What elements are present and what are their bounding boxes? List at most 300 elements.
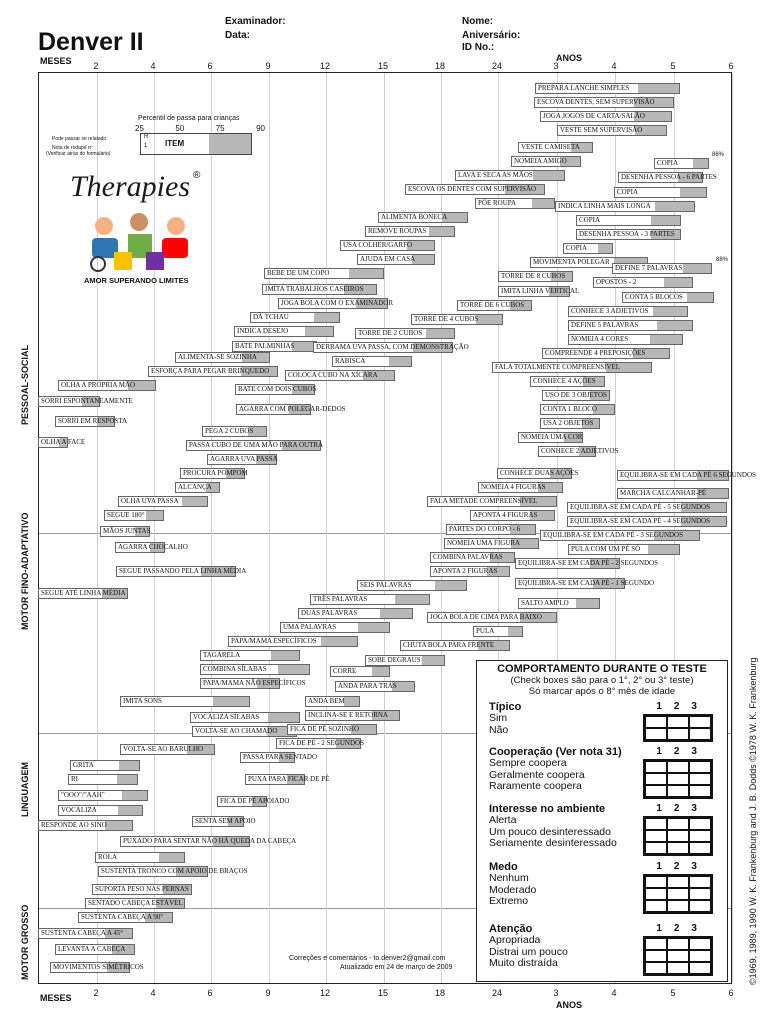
milestone-item bbox=[557, 125, 667, 136]
milestone-label: COMBINA PALAVRAS bbox=[433, 553, 503, 561]
milestone-item bbox=[518, 142, 593, 153]
behavior-test-columns: 123 bbox=[656, 701, 709, 712]
behavior-checkbox[interactable] bbox=[645, 842, 667, 854]
milestone-item bbox=[58, 380, 156, 391]
milestone-shade bbox=[422, 656, 444, 665]
milestone-shade bbox=[576, 599, 599, 608]
milestone-label: SENTA SEM APOIO bbox=[195, 817, 256, 825]
milestone-item bbox=[365, 226, 455, 237]
milestone-item bbox=[511, 156, 581, 167]
behavior-checkbox[interactable] bbox=[667, 716, 689, 728]
behavior-checkbox[interactable] bbox=[667, 950, 689, 962]
behavior-checkbox[interactable] bbox=[645, 785, 667, 797]
milestone-label: TORRE DE 6 CUBOS bbox=[460, 301, 525, 309]
behavior-note-2: Só marcar após o 8° mês de idade bbox=[528, 686, 676, 697]
milestone-item bbox=[120, 696, 250, 707]
milestone-item bbox=[313, 342, 469, 353]
milestone-shade bbox=[680, 188, 706, 197]
milestone-item bbox=[518, 598, 600, 609]
milestone-item bbox=[473, 626, 523, 637]
milestone-label: VOLTA-SE AO BARULHO bbox=[123, 745, 204, 753]
milestone-item bbox=[276, 738, 364, 749]
milestone-shade bbox=[476, 315, 502, 324]
milestone-label: JOGA JOGOS DE CARTA/SALÃO bbox=[543, 112, 645, 120]
behavior-checkbox[interactable] bbox=[689, 900, 711, 912]
months-label-top: MESES bbox=[40, 56, 72, 66]
milestone-label: PROCURA POMPOM bbox=[183, 469, 248, 477]
milestone-label: PREPARA LANCHE SIMPLES bbox=[538, 84, 630, 92]
age-gridline bbox=[384, 73, 385, 983]
milestone-item bbox=[235, 384, 315, 395]
milestone-item bbox=[38, 396, 133, 407]
milestone-item bbox=[104, 510, 164, 521]
milestone-item bbox=[287, 724, 377, 735]
milestone-item bbox=[622, 292, 714, 303]
section-gross-motor: MOTOR GROSSO bbox=[20, 904, 30, 980]
milestone-label: USA 2 OBJETOS bbox=[543, 419, 594, 427]
milestone-item bbox=[593, 277, 693, 288]
milestone-item bbox=[332, 356, 412, 367]
milestone-shade bbox=[653, 307, 687, 316]
behavior-checkbox[interactable] bbox=[667, 773, 689, 785]
copyright-text: ©1969, 1989, 1990 W. K. Frankenburg and J. B. Dodds ©1978 W. K. Frankenburg bbox=[748, 657, 758, 985]
milestone-item bbox=[567, 516, 727, 527]
legend-p50: 50 bbox=[175, 124, 185, 133]
milestone-label: COMBINA SÍLABAS bbox=[203, 665, 267, 673]
milestone-label: MOVIMENTA POLEGAR bbox=[533, 258, 610, 266]
milestone-label: VOCALIZA SÍLABAS bbox=[193, 713, 260, 721]
milestone-item bbox=[617, 488, 729, 499]
milestone-label: SUSTENTA CABEÇA A 45° bbox=[41, 929, 124, 937]
behavior-checkbox-grid bbox=[643, 874, 713, 914]
milestone-label: AJUDA EM CASA bbox=[360, 255, 416, 263]
milestone-label: PASSA PARA SENTADO bbox=[243, 753, 318, 761]
age-tick: 5 bbox=[670, 988, 676, 998]
milestone-label: CONTA 1 BLOCO bbox=[543, 405, 597, 413]
milestone-label: REMOVE ROUPAS bbox=[368, 227, 427, 235]
age-tick: 12 bbox=[319, 988, 331, 998]
milestone-item bbox=[234, 326, 334, 337]
milestone-shade bbox=[372, 667, 389, 676]
milestone-label: COLOCA CUBO NA XÍCARA bbox=[288, 371, 378, 379]
milestone-label: CHUTA BOLA PARA FRENTE bbox=[403, 641, 495, 649]
age-tick: 15 bbox=[377, 988, 389, 998]
milestone-item bbox=[38, 588, 128, 599]
milestone-item bbox=[202, 426, 267, 437]
behavior-note-1: (Check boxes são para o 1°, 2° ou 3° teste) bbox=[510, 675, 694, 686]
milestone-item bbox=[50, 962, 144, 973]
milestone-shade bbox=[146, 511, 163, 520]
milestone-label: GRITA bbox=[73, 761, 94, 769]
behavior-checkbox[interactable] bbox=[667, 761, 689, 773]
milestone-shade bbox=[268, 713, 299, 722]
date-label: Data: bbox=[225, 30, 251, 41]
behavior-checkbox[interactable] bbox=[667, 938, 689, 950]
milestone-item bbox=[310, 594, 430, 605]
milestone-item bbox=[192, 726, 297, 737]
behavior-option: Raramente coopera bbox=[489, 780, 582, 792]
milestone-label: DUAS PALAVRAS bbox=[301, 609, 358, 617]
milestone-label: BATE PALMINHAS bbox=[235, 342, 295, 350]
milestone-shade bbox=[687, 293, 713, 302]
milestone-label: NOMEIA UMA FIGURA bbox=[447, 539, 521, 547]
milestone-label: VESTE SEM SUPERVISÃO bbox=[560, 126, 643, 134]
milestone-item bbox=[250, 312, 340, 323]
behavior-checkbox[interactable] bbox=[645, 818, 667, 830]
behavior-checkbox[interactable] bbox=[667, 962, 689, 974]
milestone-label: APONTA 4 FIGURAS bbox=[473, 511, 538, 519]
footer-comments: Correções e comentários - to.denver2@gmail.com bbox=[289, 955, 446, 962]
behavior-checkbox[interactable] bbox=[667, 900, 689, 912]
milestone-label: SEIS PALAVRAS bbox=[360, 581, 412, 589]
behavior-checkbox[interactable] bbox=[667, 818, 689, 830]
behavior-checkbox[interactable] bbox=[645, 830, 667, 842]
milestone-label: COPIA bbox=[579, 216, 601, 224]
milestone-label: OLHA UVA PASSA bbox=[121, 497, 179, 505]
behavior-option: Moderado bbox=[489, 883, 537, 896]
behavior-checkbox[interactable] bbox=[689, 888, 711, 900]
milestone-item bbox=[192, 816, 256, 827]
milestone-label: SUSTENTA CABEÇA A 90° bbox=[81, 913, 164, 921]
milestone-label: MOVIMENTOS SIMÉTRICOS bbox=[53, 963, 144, 971]
milestone-item bbox=[535, 83, 680, 94]
legend-one: 1 bbox=[144, 143, 148, 149]
logo-children-illustration bbox=[84, 210, 194, 272]
milestone-item bbox=[180, 468, 248, 479]
behavior-checkbox[interactable] bbox=[667, 876, 689, 888]
behavior-checkbox[interactable] bbox=[689, 938, 711, 950]
milestone-label: OLHA A PRÓPRIA MÃO bbox=[61, 381, 136, 389]
milestone-label: IMITA TRABALHOS CASEIROS bbox=[265, 285, 364, 293]
milestone-label: CONHECE DUAS AÇÕES bbox=[500, 469, 579, 477]
milestone-label: DEFINE 5 PALAVRAS bbox=[571, 321, 639, 329]
milestone-shade bbox=[213, 697, 249, 706]
behavior-option: Apropriada bbox=[489, 934, 541, 946]
milestone-label: RABISCA bbox=[335, 357, 366, 365]
milestone-item bbox=[576, 229, 681, 240]
milestone-label: SENTADO CABEÇA ESTÁVEL bbox=[88, 899, 183, 907]
behavior-checkbox[interactable] bbox=[667, 728, 689, 740]
age-tick: 24 bbox=[491, 61, 503, 71]
behavior-category bbox=[489, 746, 725, 793]
behavior-option: Não bbox=[489, 723, 509, 736]
milestone-shade bbox=[344, 697, 359, 706]
milestone-label: ALIMENTA BONECA bbox=[381, 213, 448, 221]
milestone-item bbox=[654, 158, 709, 169]
behavior-checkbox[interactable] bbox=[645, 950, 667, 962]
milestone-item bbox=[340, 240, 435, 251]
milestone-label: ANDA PARA TRÁS bbox=[338, 682, 397, 690]
milestone-shade bbox=[532, 199, 554, 208]
milestone-item bbox=[538, 446, 619, 457]
milestone-label: INDICA LINHA MAIS LONGA bbox=[558, 202, 651, 210]
behavior-checkbox[interactable] bbox=[667, 830, 689, 842]
behavior-checkbox[interactable] bbox=[689, 818, 711, 830]
milestone-label: FALA METADE COMPREENSÍVEL bbox=[430, 497, 538, 505]
milestone-label: PULA COM UM PÉ SÓ bbox=[571, 545, 641, 553]
behavior-option: Distrai um pouco bbox=[489, 945, 568, 958]
milestone-shade bbox=[650, 335, 682, 344]
milestone-item bbox=[427, 496, 557, 507]
milestone-label: AGARRA UVA PASSA bbox=[210, 455, 278, 463]
milestone-label: COPIA bbox=[657, 159, 679, 167]
milestone-label: DESENHA PESSOA - 3 PARTES bbox=[579, 230, 675, 238]
behavior-option: Extremo bbox=[489, 895, 529, 907]
milestone-shade bbox=[426, 329, 454, 338]
milestone-item bbox=[200, 664, 310, 675]
milestone-label: OLHA A FACE bbox=[41, 438, 86, 446]
behavior-checkbox[interactable] bbox=[689, 716, 711, 728]
milestone-item bbox=[148, 366, 278, 377]
milestone-item bbox=[518, 432, 583, 443]
age-tick: 4 bbox=[150, 988, 156, 998]
behavior-title: COMPORTAMENTO DURANTE O TESTE bbox=[497, 663, 707, 675]
milestone-label: CORRE bbox=[333, 667, 357, 675]
milestone-item bbox=[446, 524, 536, 535]
milestone-item bbox=[357, 254, 435, 265]
milestone-label: EQUILIBRA-SE EM CADA PÉ - 2 SEGUNDOS bbox=[518, 559, 659, 567]
behavior-checkbox[interactable] bbox=[689, 785, 711, 797]
age-tick: 5 bbox=[670, 61, 676, 71]
milestone-label: EQUILIBRA-SE EM CADA PÉ - 5 SEGUNDOS bbox=[570, 503, 711, 511]
behavior-checkbox[interactable] bbox=[689, 773, 711, 785]
milestone-shade bbox=[122, 791, 147, 800]
milestone-item bbox=[85, 898, 185, 909]
behavior-checkbox[interactable] bbox=[645, 962, 667, 974]
legend-note-3: (Verificar atrás do formulário) bbox=[46, 151, 111, 157]
milestone-label: CONHECE 4 AÇÕES bbox=[533, 377, 596, 385]
milestone-item bbox=[236, 404, 346, 415]
milestone-shade bbox=[380, 609, 412, 618]
milestone-label: TRÊS PALAVRAS bbox=[313, 595, 368, 603]
age-tick: 6 bbox=[207, 988, 213, 998]
form-title: Denver II bbox=[38, 28, 144, 56]
age-tick: 9 bbox=[265, 61, 271, 71]
legend-percentiles bbox=[135, 124, 265, 133]
milestone-label: "OOO"/"AAH" bbox=[61, 791, 105, 799]
milestone-item bbox=[444, 538, 539, 549]
milestone-item bbox=[542, 348, 670, 359]
behavior-checkbox[interactable] bbox=[689, 761, 711, 773]
milestone-label: USO DE 3 OBJETOS bbox=[545, 391, 607, 399]
milestone-item bbox=[58, 790, 148, 801]
milestone-label: ALCANÇA bbox=[178, 483, 212, 491]
legend-p75: 75 bbox=[215, 124, 225, 133]
milestone-label: LAVA E SECA AS MÃOS bbox=[458, 171, 533, 179]
behavior-test-columns: 123 bbox=[656, 803, 709, 814]
milestone-item bbox=[455, 170, 565, 181]
age-tick: 18 bbox=[434, 61, 446, 71]
milestone-item bbox=[264, 268, 384, 279]
milestone-label: PEGA 2 CUBOS bbox=[205, 427, 254, 435]
behavior-checkbox[interactable] bbox=[645, 900, 667, 912]
behavior-checkbox[interactable] bbox=[645, 716, 667, 728]
section-fine-motor: MOTOR FINO-ADAPTATIVO bbox=[20, 512, 30, 630]
milestone-shade bbox=[105, 821, 132, 830]
milestone-label: FALA TOTALMENTE COMPREENSÍVEL bbox=[495, 363, 621, 371]
milestone-shade bbox=[657, 321, 692, 330]
milestone-shade bbox=[533, 171, 564, 180]
milestone-item bbox=[190, 712, 300, 723]
milestone-label: SEGUE PASSANDO PELA LINHA MÉDIA bbox=[119, 567, 247, 575]
legend-title: Percentil de passa para crianças bbox=[138, 115, 240, 122]
milestone-label: PAPA/MAMA NÃO ESPECÍFICOS bbox=[203, 679, 306, 687]
milestone-label: SORRI ESPONTANEAMENTE bbox=[41, 397, 133, 405]
milestone-shade bbox=[117, 775, 137, 784]
milestone-item bbox=[498, 271, 573, 282]
behavior-checkbox[interactable] bbox=[689, 950, 711, 962]
behavior-checkbox[interactable] bbox=[667, 888, 689, 900]
milestone-label: TAGARELA bbox=[203, 651, 241, 659]
milestone-item bbox=[118, 496, 208, 507]
milestone-shade bbox=[412, 255, 434, 264]
milestone-label: RI bbox=[71, 775, 78, 783]
legend-p90: 90 bbox=[256, 124, 265, 133]
milestone-item bbox=[115, 542, 188, 553]
behavior-checkbox[interactable] bbox=[689, 728, 711, 740]
behavior-test-columns: 123 bbox=[656, 746, 709, 757]
milestone-label: VOCALIZA bbox=[61, 806, 97, 814]
behavior-checkbox[interactable] bbox=[645, 773, 667, 785]
legend-note-2: Nota de rodapé nº bbox=[52, 145, 93, 151]
pct-88: 88% bbox=[716, 257, 729, 263]
milestone-label: DÁ TCHAU bbox=[253, 313, 289, 321]
milestone-label: ROLA bbox=[98, 853, 118, 861]
milestone-item bbox=[530, 376, 605, 387]
therapies-logo bbox=[70, 170, 220, 290]
behavior-test-columns: 123 bbox=[656, 861, 709, 872]
milestone-shade bbox=[305, 327, 333, 336]
footer-updated: Atualizado em 24 de março de 2009 bbox=[340, 964, 453, 971]
test-behavior-panel bbox=[476, 660, 728, 982]
legend-shade bbox=[209, 134, 251, 154]
milestone-label: BEBE DE UM COPO bbox=[267, 269, 330, 277]
milestone-label: SORRI EM RESPOSTA bbox=[58, 417, 128, 425]
behavior-checkbox[interactable] bbox=[689, 962, 711, 974]
milestone-item bbox=[430, 552, 515, 563]
logo-tagline: AMOR SUPERANDO LIMITES bbox=[84, 276, 189, 285]
age-tick: 18 bbox=[434, 988, 446, 998]
name-label: Nome: bbox=[462, 16, 494, 27]
milestone-label: SUPORTA PESO NAS PERNAS bbox=[95, 885, 189, 893]
milestone-item bbox=[612, 263, 712, 274]
section-language: LINGUAGEM bbox=[20, 762, 30, 817]
behavior-checkbox[interactable] bbox=[667, 785, 689, 797]
milestone-shade bbox=[435, 581, 466, 590]
milestone-item bbox=[298, 608, 413, 619]
age-tick: 4 bbox=[150, 61, 156, 71]
behavior-checkbox-grid bbox=[643, 936, 713, 976]
milestone-label: PAPA/MAMA ESPECÍFICOS bbox=[231, 637, 317, 645]
milestone-item bbox=[70, 760, 140, 771]
behavior-checkbox[interactable] bbox=[689, 842, 711, 854]
years-label-top: ANOS bbox=[556, 53, 583, 63]
milestone-label: LEVANTA A CABEÇA bbox=[58, 945, 126, 953]
milestone-label: JOGA BOLA COM O EXAMINADOR bbox=[281, 299, 394, 307]
milestone-item bbox=[92, 884, 192, 895]
milestone-label: NOMEIA AMIGO bbox=[514, 157, 567, 165]
milestone-label: DEFINE 7 PALAVRAS bbox=[615, 264, 683, 272]
milestone-label: EQUILIBRA-SE EM CADA PÉ - 3 SEGUNDOS bbox=[543, 531, 684, 539]
milestone-item bbox=[457, 300, 532, 311]
milestone-item bbox=[278, 298, 394, 309]
milestone-item bbox=[78, 912, 173, 923]
milestone-label: FICA DE PÉ APOIADO bbox=[220, 797, 290, 805]
behavior-checkbox[interactable] bbox=[667, 842, 689, 854]
milestone-label: MÃOS JUNTAS bbox=[103, 527, 151, 535]
milestone-label: UMA PALAVRAS bbox=[283, 623, 337, 631]
milestone-item bbox=[614, 187, 707, 198]
legend-r: R bbox=[144, 134, 149, 140]
legend-item: ITEM bbox=[165, 139, 185, 148]
behavior-checkbox-grid bbox=[643, 816, 713, 856]
milestone-item bbox=[232, 341, 317, 352]
milestone-label: COPIA bbox=[566, 244, 588, 252]
milestone-item bbox=[478, 482, 563, 493]
milestone-label: ANDA BEM bbox=[308, 697, 345, 705]
milestone-item bbox=[305, 696, 360, 707]
milestone-label: BATE COM DOIS CUBOS bbox=[238, 385, 317, 393]
milestone-item bbox=[475, 198, 555, 209]
behavior-category-name: Típico bbox=[489, 701, 522, 713]
milestone-item bbox=[335, 681, 415, 692]
milestone-label: SALTO AMPLO bbox=[521, 599, 569, 607]
section-personal-social: PESSOAL-SOCIAL bbox=[20, 344, 30, 425]
behavior-checkbox[interactable] bbox=[645, 728, 667, 740]
milestone-item bbox=[95, 852, 185, 863]
milestone-item bbox=[100, 526, 150, 537]
milestone-shade bbox=[693, 159, 708, 168]
years-label-bottom: ANOS bbox=[556, 1000, 583, 1010]
milestone-shade bbox=[651, 216, 680, 225]
behavior-checkbox[interactable] bbox=[689, 830, 711, 842]
milestone-item bbox=[207, 454, 277, 465]
milestone-item bbox=[38, 928, 133, 939]
milestone-shade bbox=[271, 651, 299, 660]
milestone-label: ALIMENTA-SE SOZINHA bbox=[178, 353, 257, 361]
milestone-item bbox=[498, 286, 580, 297]
behavior-category-name: Interesse no ambiente bbox=[489, 803, 606, 815]
milestone-item bbox=[400, 640, 510, 651]
age-tick: 4 bbox=[611, 61, 617, 71]
age-tick: 15 bbox=[377, 61, 389, 71]
age-tick: 3 bbox=[553, 61, 559, 71]
milestone-shade bbox=[321, 637, 357, 646]
milestone-item bbox=[285, 370, 395, 381]
milestone-label: OPOSTOS - 2 bbox=[596, 278, 637, 286]
behavior-checkbox[interactable] bbox=[645, 888, 667, 900]
behavior-checkbox[interactable] bbox=[645, 876, 667, 888]
milestone-label: ESCOVA DENTES, SEM SUPERVISÃO bbox=[537, 98, 655, 106]
behavior-checkbox[interactable] bbox=[645, 761, 667, 773]
milestone-item bbox=[515, 578, 655, 589]
milestone-label: DERRAMA UVA PASSA, COM DEMONSTRAÇÃO bbox=[316, 343, 469, 351]
behavior-option: Muito distraída bbox=[489, 957, 558, 969]
milestone-item bbox=[365, 655, 445, 666]
milestone-label: ESCOVA OS DENTES COM SUPERVISÃO bbox=[408, 185, 537, 193]
age-tick: 24 bbox=[491, 988, 503, 998]
behavior-category bbox=[489, 923, 725, 970]
milestone-item bbox=[534, 97, 674, 108]
milestone-label: TORRE DE 8 CUBOS bbox=[501, 272, 566, 280]
milestone-item bbox=[186, 440, 324, 451]
age-tick: 2 bbox=[93, 988, 99, 998]
milestone-item bbox=[563, 243, 613, 254]
behavior-category bbox=[489, 861, 725, 908]
behavior-checkbox[interactable] bbox=[689, 876, 711, 888]
behavior-category-name: Atenção bbox=[489, 923, 533, 935]
behavior-checkbox[interactable] bbox=[645, 938, 667, 950]
